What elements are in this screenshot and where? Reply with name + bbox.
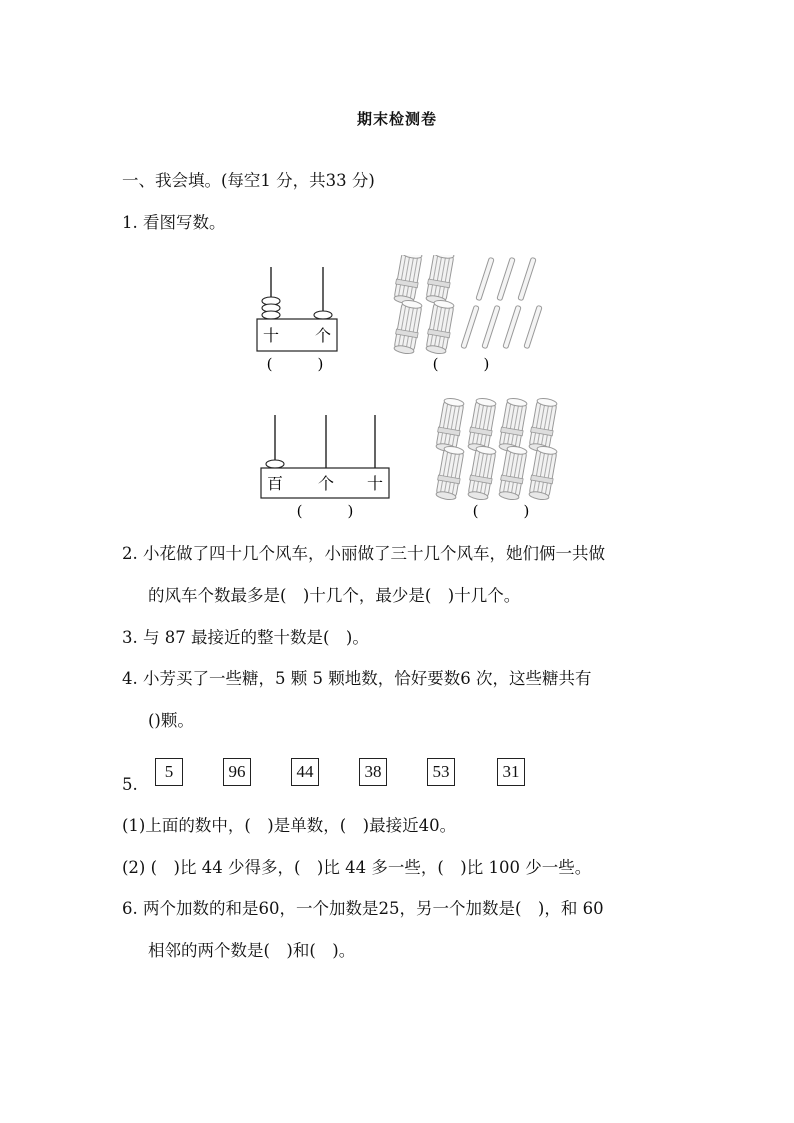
- abacus-2: [261, 415, 389, 520]
- q1-figures: [245, 255, 575, 530]
- number-box: 53: [427, 758, 455, 786]
- question-4-line-2: ()颗。: [148, 711, 194, 730]
- question-5-number: 5.: [122, 775, 138, 794]
- question-3: 3. 与 87 最接近的整十数是( )。: [122, 628, 369, 647]
- section-heading: 一、我会填。(每空1 分，共33 分): [122, 171, 375, 190]
- abacus-2-label-tens: 十: [366, 474, 384, 493]
- page-title: 期末检测卷: [356, 110, 437, 128]
- question-2-line-1: 2. 小花做了四十几个风车，小丽做了三十几个风车，她们俩一共做: [122, 544, 605, 563]
- question-6-line-2: 相邻的两个数是( )和( )。: [148, 941, 356, 960]
- question-2-line-2: 的风车个数最多是( )十几个，最少是( )十几个。: [148, 586, 521, 605]
- abacus-1-answer: ( ): [266, 355, 324, 373]
- bundles-1: [393, 255, 543, 373]
- abacus-2-label-ones: 个: [317, 474, 335, 493]
- abacus-2-answer: ( ): [296, 502, 354, 520]
- abacus-1-bead: [262, 311, 280, 319]
- number-box: 5: [155, 758, 183, 786]
- question-5-sub-1: (1)上面的数中，( )是单数，( )最接近40。: [122, 816, 457, 835]
- question-6-line-1: 6. 两个加数的和是60，一个加数是25，另一个加数是( )，和 60: [122, 899, 604, 918]
- number-box: 96: [223, 758, 251, 786]
- number-box: 31: [497, 758, 525, 786]
- abacus-2-label-hundreds: 百: [266, 474, 284, 493]
- bundles-1-answer: ( ): [432, 355, 490, 373]
- question-4-line-1: 4. 小芳买了一些糖，5 颗 5 颗地数，恰好要数6 次，这些糖共有: [122, 669, 592, 688]
- abacus-1: [257, 267, 337, 373]
- bundles-2: [435, 397, 559, 520]
- question-5-sub-2: (2) ( )比 44 少得多，( )比 44 多一些，( )比 100 少一些。: [122, 858, 592, 877]
- number-box: 44: [291, 758, 319, 786]
- abacus-1-bead: [314, 311, 332, 319]
- number-box: 38: [359, 758, 387, 786]
- abacus-1-label-ones: 个: [314, 326, 332, 345]
- question-1: 1. 看图写数。: [122, 213, 226, 232]
- bundles-2-answer: ( ): [472, 502, 530, 520]
- abacus-2-bead: [266, 460, 284, 468]
- abacus-1-label-tens: 十: [262, 326, 280, 345]
